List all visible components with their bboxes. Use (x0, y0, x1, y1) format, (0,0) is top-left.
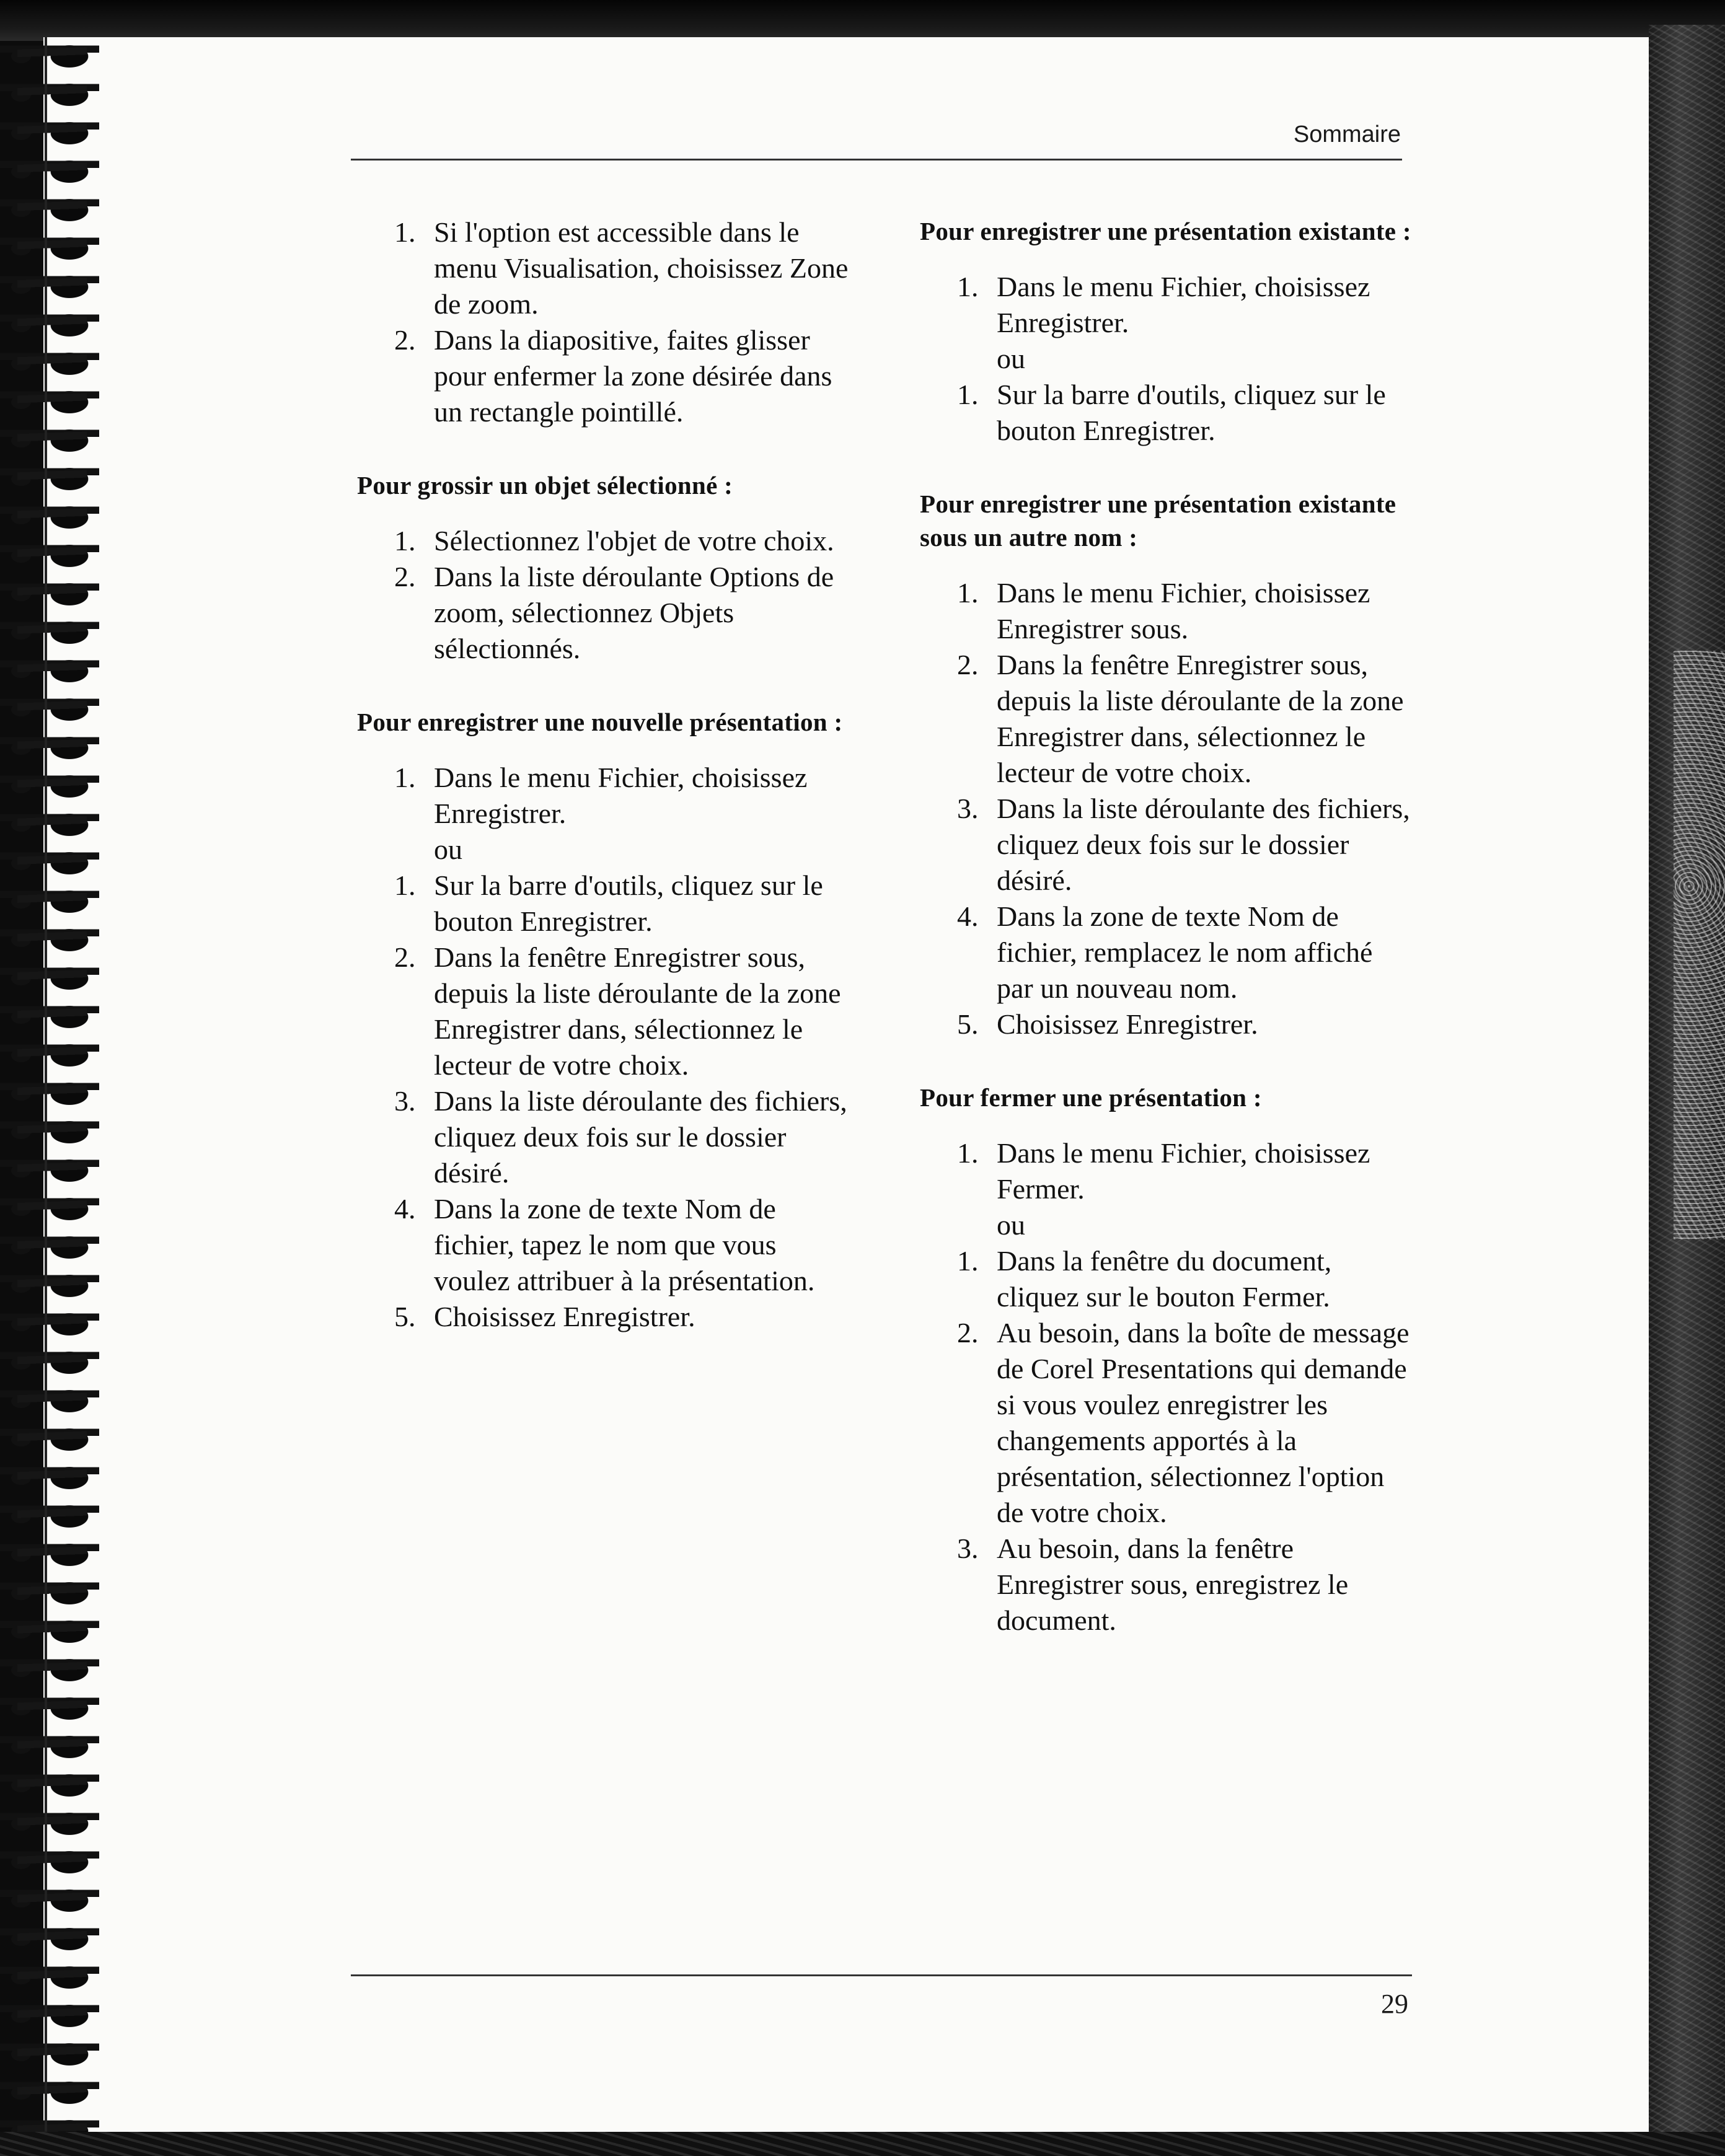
step-number: 5. (957, 1008, 979, 1040)
step-number: 2. (957, 649, 979, 680)
step-text: Choisissez Enregistrer. (434, 1301, 695, 1332)
step-item (357, 1299, 853, 1335)
step-item (920, 269, 1416, 341)
step-number: 1. (394, 216, 416, 248)
step-text: Dans la diapositive, faites glisser pour enfermer la zone désirée dans un rectangle pointillé. (434, 324, 832, 428)
footer-rule (351, 1974, 1412, 1976)
section-heading: Pour enregistrer une présentation existante sous un autre nom : (920, 490, 1396, 552)
step-text: Dans la fenêtre du document, cliquez sur le bouton Fermer. (997, 1245, 1332, 1313)
alternative-separator (357, 832, 853, 868)
procedure-section (920, 1081, 1416, 1639)
step-number: 3. (957, 1533, 979, 1564)
step-number: 2. (394, 941, 416, 973)
step-text: ou (997, 1209, 1025, 1241)
step-number: 2. (394, 324, 416, 356)
step-number: 1. (394, 525, 416, 557)
step-item (357, 868, 853, 939)
step-text: Au besoin, dans la fenêtre Enregistrer sous, enregistrez le document. (997, 1533, 1349, 1636)
step-text: Au besoin, dans la boîte de message de Corel Presentations qui demande si vous voulez enregistrer les changements apportés à la présentation, sélectionnez l'option de votre choix. (997, 1317, 1410, 1528)
step-text: Dans la liste déroulante des fichiers, cliquez deux fois sur le dossier désiré. (434, 1085, 847, 1189)
step-number: 4. (394, 1193, 416, 1225)
section-heading: Pour enregistrer une nouvelle présentation : (357, 708, 843, 736)
step-list (357, 523, 853, 667)
step-text: Dans le menu Fichier, choisissez Enregistrer sous. (997, 577, 1370, 645)
step-text: Dans la fenêtre Enregistrer sous, depuis la liste déroulante de la zone Enregistrer dans, sélectionnez le lecteur de votre choix. (434, 941, 841, 1081)
alternative-separator (920, 1207, 1416, 1243)
section-heading: Pour enregistrer une présentation existante : (920, 217, 1411, 245)
header-rule (351, 159, 1402, 161)
binding-spine (45, 37, 47, 2132)
step-number: 1. (957, 577, 979, 609)
step-number: 1. (957, 271, 979, 302)
step-list (920, 269, 1416, 449)
step-item (920, 647, 1416, 791)
alternative-separator (920, 341, 1416, 377)
step-list (357, 760, 853, 1335)
step-text: Dans le menu Fichier, choisissez Fermer. (997, 1137, 1370, 1205)
step-text: Choisissez Enregistrer. (997, 1008, 1258, 1040)
step-item (357, 523, 853, 559)
step-text: Sur la barre d'outils, cliquez sur le bouton Enregistrer. (997, 379, 1386, 446)
step-number: 2. (957, 1317, 979, 1349)
step-item (920, 377, 1416, 449)
page-number: 29 (1381, 1989, 1408, 2019)
step-text: Dans la liste déroulante Options de zoom, sélectionnez Objets sélectionnés. (434, 561, 834, 664)
step-text: Dans le menu Fichier, choisissez Enregistrer. (997, 271, 1370, 338)
procedure-section (357, 214, 853, 430)
step-number: 1. (394, 762, 416, 793)
step-text: Si l'option est accessible dans le menu Visualisation, choisissez Zone de zoom. (434, 216, 849, 320)
step-number: 1. (957, 1137, 979, 1169)
spiral-wire-icon (17, 37, 87, 2132)
step-number: 3. (394, 1085, 416, 1117)
step-number: 4. (957, 900, 979, 932)
scan-bottom-edge (0, 2132, 1725, 2156)
step-item (920, 899, 1416, 1006)
procedure-section (920, 487, 1416, 1042)
step-number: 1. (957, 1245, 979, 1277)
step-text: Dans le menu Fichier, choisissez Enregistrer. (434, 762, 808, 829)
step-number: 2. (394, 561, 416, 592)
step-text: ou (997, 343, 1025, 374)
step-text: ou (434, 834, 462, 865)
step-text: Dans la zone de texte Nom de fichier, tapez le nom que vous voulez attribuer à la présentation. (434, 1193, 815, 1296)
procedure-section (357, 469, 853, 667)
step-item (357, 1191, 853, 1299)
step-item (920, 1531, 1416, 1639)
step-item (357, 760, 853, 832)
step-item (357, 1083, 853, 1191)
step-number: 5. (394, 1301, 416, 1332)
section-heading: Pour grossir un objet sélectionné : (357, 471, 733, 499)
scan-noise (1674, 651, 1725, 1239)
step-list (357, 214, 853, 430)
step-item (920, 575, 1416, 647)
step-item (357, 939, 853, 1083)
step-item (357, 322, 853, 430)
running-header: Sommaire (1293, 121, 1401, 147)
step-number: 3. (957, 793, 979, 824)
step-text: Dans la zone de texte Nom de fichier, remplacez le nom affiché par un nouveau nom. (997, 900, 1373, 1004)
step-item (920, 1135, 1416, 1207)
left-column (357, 214, 853, 1373)
step-item (920, 791, 1416, 899)
step-number: 1. (394, 869, 416, 901)
step-item (357, 214, 853, 322)
step-number: 1. (957, 379, 979, 410)
right-column (920, 214, 1416, 1677)
step-text: Dans la liste déroulante des fichiers, cliquez deux fois sur le dossier désiré. (997, 793, 1410, 896)
procedure-section (357, 705, 853, 1335)
step-item (357, 559, 853, 667)
section-heading: Pour fermer une présentation : (920, 1083, 1262, 1112)
step-text: Dans la fenêtre Enregistrer sous, depuis la liste déroulante de la zone Enregistrer dans, sélectionnez le lecteur de votre choix. (997, 649, 1404, 788)
procedure-section (920, 214, 1416, 449)
scan-top-edge (0, 0, 1725, 41)
step-item (920, 1315, 1416, 1531)
step-item (920, 1243, 1416, 1315)
step-list (920, 575, 1416, 1042)
step-list (920, 1135, 1416, 1639)
step-text: Sélectionnez l'objet de votre choix. (434, 525, 834, 557)
step-text: Sur la barre d'outils, cliquez sur le bouton Enregistrer. (434, 869, 823, 937)
step-item (920, 1006, 1416, 1042)
